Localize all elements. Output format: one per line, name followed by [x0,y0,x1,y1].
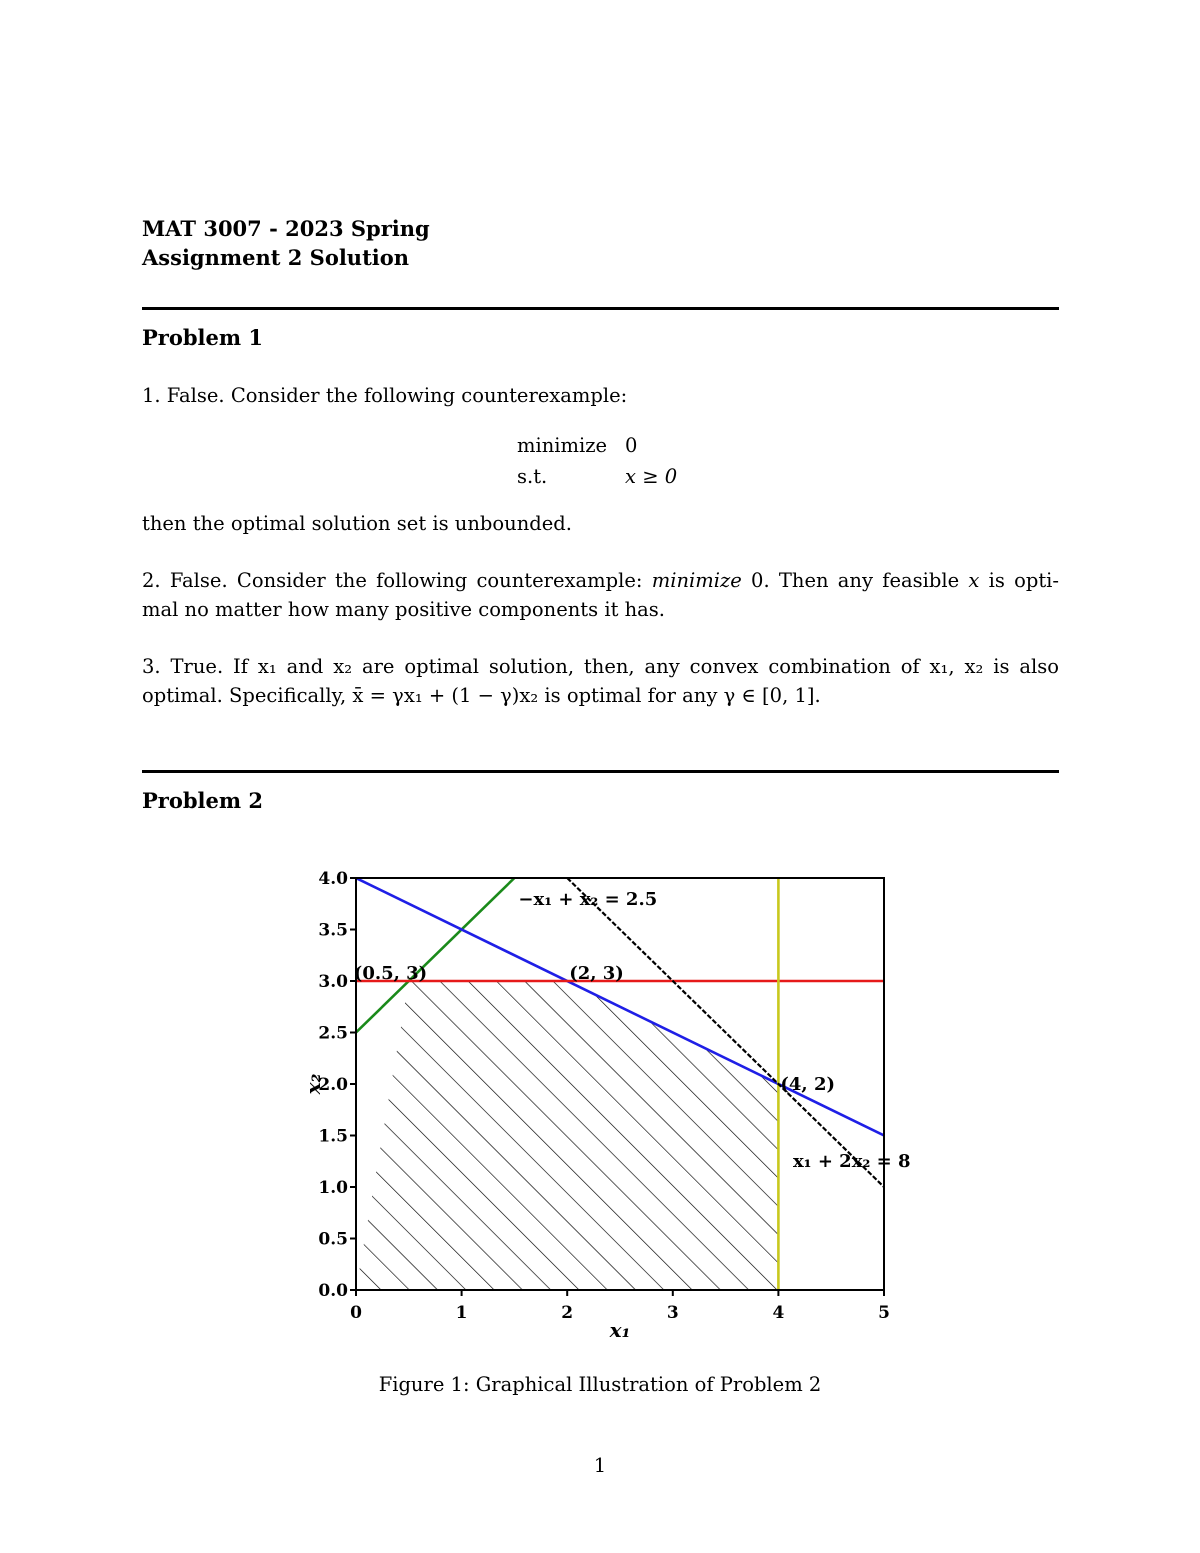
feasible-region [356,981,778,1290]
y-axis-label: x₂ [301,1073,325,1095]
item2-text-a: 2. False. Consider the following counterexample: [142,569,652,592]
annotation-label: (2, 3) [569,963,624,984]
problem2-title: Problem 2 [142,788,264,813]
annotation-label: (0.5, 3) [353,963,428,984]
lp-objective: 0 [625,434,638,457]
x-tick-label: 0 [350,1303,362,1323]
annotation-label: −x₁ + x₂ = 2.5 [518,889,658,911]
x-axis-label: x₁ [609,1318,631,1342]
lp-constraint: x ≥ 0 [625,465,678,488]
x-tick-label: 4 [772,1303,785,1323]
item3-line1: 3. True. If x₁ and x₂ are optimal solution, then, any convex combination of x₁, x₂ is also [142,655,1059,678]
y-tick-label: 3.0 [318,972,348,992]
assignment-title: Assignment 2 Solution [142,245,410,270]
problem1-title: Problem 1 [142,325,264,350]
y-tick-label: 0.5 [318,1229,348,1250]
problem1-item1-lead: 1. False. Consider the following counterexample: [142,384,628,407]
figure-caption: Figure 1: Graphical Illustration of Problem 2 [378,1373,822,1396]
lp-counterexample [517,430,677,492]
y-tick-label: 3.5 [318,920,348,941]
item2-minimize: minimize [651,569,742,592]
item2-text-c: 0. Then any feasible [741,569,969,592]
document-header [142,214,430,272]
page-number: 1 [593,1454,607,1477]
section-rule [142,307,1059,310]
lp-minimize-keyword: minimize [517,434,608,457]
y-tick-label: 4.0 [318,869,348,889]
problem1-item2 [142,566,1059,624]
section-rule-2 [142,770,1059,773]
item3-line2: optimal. Specifically, x̄ = γx₁ + (1 − γ)x₂ is optimal for any γ ∈ [0, 1]. [142,684,821,707]
item2-text-e: is opti- [979,569,1059,592]
problem1-item3 [142,652,1059,710]
annotation-label: x₁ + 2x₂ = 8 [792,1150,911,1172]
lp-st-keyword: s.t. [517,465,548,488]
course-title: MAT 3007 - 2023 Spring [142,216,430,241]
y-tick-label: 1.0 [318,1178,348,1198]
annotation-label: (4, 2) [780,1074,836,1095]
feasible-region-chart [290,860,930,1350]
item2-x: x [968,569,980,592]
x-tick-label: 2 [561,1303,574,1323]
y-tick-label: 1.5 [318,1126,348,1147]
y-tick-label: 0.0 [318,1281,348,1301]
y-tick-label: 2.5 [318,1023,348,1044]
figure-1 [290,860,930,1350]
x-tick-label: 1 [455,1303,468,1323]
item2-line2: mal no matter how many positive components it has. [142,598,666,621]
problem1-item1-conclusion: then the optimal solution set is unbounded. [142,512,572,535]
x-tick-label: 5 [878,1303,890,1323]
y-tick-label: 2.0 [318,1075,348,1095]
x-tick-label: 3 [666,1303,679,1323]
